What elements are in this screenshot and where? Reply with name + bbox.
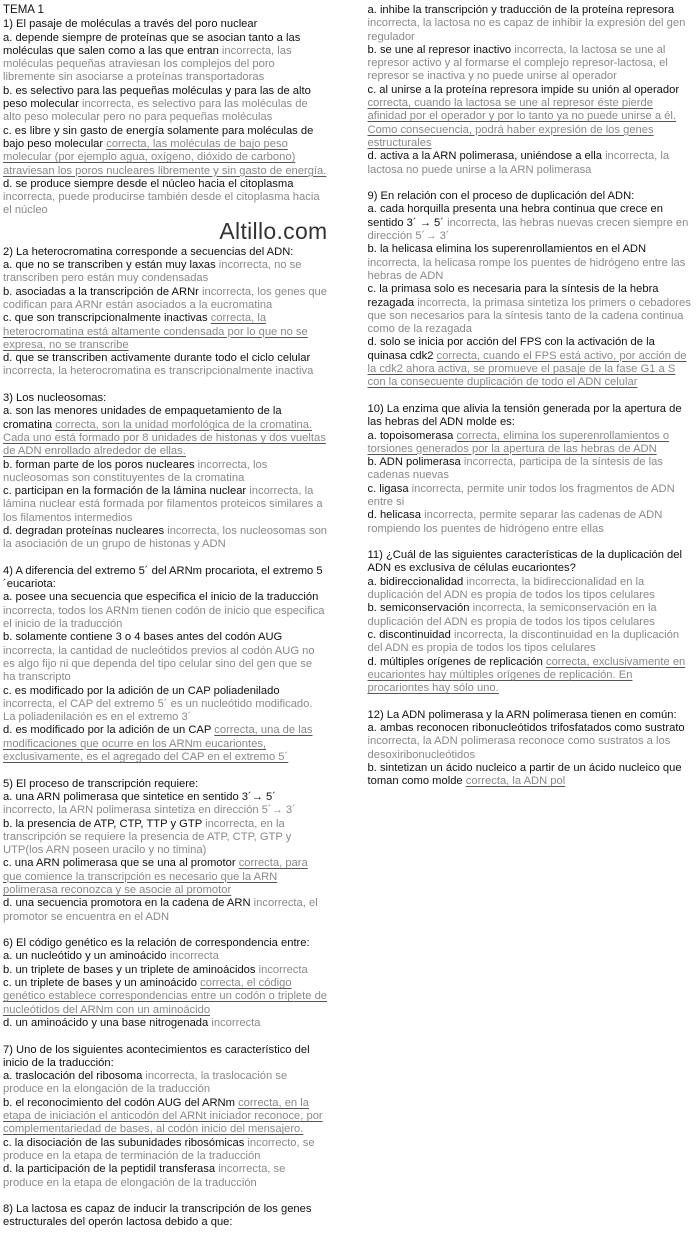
question-3	[3, 392, 328, 552]
question-list	[3, 4, 692, 1230]
answer-option	[3, 897, 328, 924]
option-text: b. sintetizan un ácido nucleico a partir de un ácido nucleico que toman como molde	[367, 761, 682, 788]
option-text: d. que se transcriben activamente durante todo el ciclo celular	[3, 352, 311, 365]
correct-explanation: correcta, son la unidad morfológica de la cromatina. Cada uno está formado por 8 unidades de histonas y dos vueltas de ADN enrollado alrededor de ellas.	[3, 418, 326, 458]
option-text: d. helicasa	[367, 509, 421, 522]
option-text: c. la disociación de las subunidades ribosómicas	[3, 1136, 245, 1149]
answer-option	[3, 964, 328, 977]
answer-option	[3, 125, 328, 178]
incorrect-explanation: incorrecta	[211, 1016, 261, 1029]
answer-option	[3, 791, 328, 818]
correct-explanation: correcta, cuando el FPS está activo, por acción de la cdk2 ahora activa, se promueve el pasaje de la fase G1 a S con la consecuente duplicación de todo el ADN celular	[367, 349, 687, 389]
correct-explanation: correcta, una de las modificaciones que ocurre en los ARNm eucariontes, exclusivamente, es el agregado del CAP en el extremo 5´	[3, 724, 313, 764]
question-6	[3, 937, 328, 1030]
option-text: b. la helicasa elimina los superenrollamientos en el ADN	[367, 243, 647, 256]
answer-option	[368, 283, 693, 336]
answer-option	[368, 336, 693, 389]
option-text: c. un triplete de bases y un aminoácido	[3, 977, 198, 990]
answer-option	[3, 950, 328, 963]
option-text: c. la primasa solo es necesaria para la síntesis de la hebra rezagada	[367, 283, 659, 309]
answer-option	[368, 762, 693, 789]
question-stem: 10) La enzima que alivia la tensión generada por la apertura de las hebras del ADN molde es:	[367, 402, 682, 429]
document-title: TEMA 1	[3, 4, 44, 16]
answer-option	[3, 685, 328, 725]
option-text: b. un triplete de bases y un triplete de aminoácidos	[3, 963, 256, 976]
answer-option	[3, 1097, 328, 1137]
incorrect-explanation: incorrecta, los genes que codifican para ARNr están asociados a la eucromatina	[3, 285, 328, 311]
incorrect-explanation: incorrecta, la discontinuidad en la duplicación del ADN es propia de todos los tipos celulares	[367, 628, 680, 655]
option-text: a. son las menores unidades de empaquetamiento de la cromatina	[3, 405, 282, 431]
option-text: d. degradan proteínas nucleares	[3, 524, 165, 537]
incorrect-explanation: incorrecta, no se transcriben pero están muy condensadas	[3, 259, 302, 285]
option-text: a. depende siempre de proteínas que se asocian tanto a las moléculas que salen como a las que entran	[3, 31, 301, 57]
option-text: a. traslocación del ribosoma	[3, 1070, 143, 1083]
answer-option	[3, 312, 328, 352]
answer-option	[3, 1017, 328, 1030]
question-stem: 1) El pasaje de moléculas a través del poro nuclear	[3, 18, 258, 31]
question-5	[3, 778, 328, 924]
option-text: b. es selectivo para las pequeñas moléculas y para las de alto peso molecular	[3, 84, 311, 111]
incorrect-explanation: incorrecta, todos los ARNm tienen codón de inicio que especifica el inicio de la traducción	[3, 604, 325, 631]
correct-explanation: correcta, exclusivamente en eucariontes hay múltiples orígenes de replicación. En procariontes hay sólo uno.	[367, 655, 686, 695]
correct-explanation: correcta, en la etapa de iniciación el anticodón del ARNt iniciador reconoce, por complementariedad de bases, al codón inicio del mensajero.	[3, 1096, 323, 1136]
incorrect-explanation: incorrecta, las hebras nuevas crecen siempre en dirección 5´→ 3´	[367, 216, 689, 243]
option-text: b. se une al represor inactivo	[367, 43, 512, 56]
option-text: c. al unirse a la proteína represora impide su unión al operador	[367, 83, 680, 96]
incorrect-explanation: incorrecta, es selectivo para las moléculas de alto peso molecular pero no para pequeñas moléculas	[3, 98, 308, 124]
incorrect-explanation: incorrecta, la bidireccionalidad en la duplicación del ADN es propia de todos los tipos celulares	[367, 575, 655, 602]
incorrect-explanation: incorrecta, puede producirse también desde el citoplasma hacia el núcleo	[3, 191, 320, 217]
answer-option	[368, 4, 693, 44]
correct-explanation: correcta, elimina los superenrollamientos o torsiones generados por la apertura de las hebras de ADN	[367, 429, 670, 455]
option-text: c. es libre y sin gasto de energía solamente para moléculas de bajo peso molecular	[3, 124, 314, 150]
option-text: b. el reconocimiento del codón AUG del ARNm	[3, 1096, 235, 1109]
answer-option	[368, 150, 693, 177]
incorrect-explanation: incorrecta, los nucleosomas son la asociación de un grupo de histonas y ADN	[3, 524, 328, 551]
question-10	[368, 403, 693, 536]
incorrect-explanation: incorrecta, la heterocromatina es transcripcionalmente inactiva	[3, 365, 314, 378]
answer-option	[3, 178, 328, 218]
answer-option	[3, 32, 328, 85]
question-stem: 4) A diferencia del extremo 5´ del ARNm procariota, el extremo 5´eucariota:	[3, 564, 323, 591]
answer-option	[3, 1163, 328, 1190]
option-text: d. una secuencia promotora en la cadena de ARN	[3, 897, 251, 910]
answer-option	[3, 818, 328, 858]
incorrect-explanation: incorrecta, se produce en la etapa de elongación de la traducción	[3, 1163, 286, 1189]
incorrect-explanation: incorrecta, la lactosa no es capaz de inhibir la expresión del gen regulador	[367, 17, 686, 43]
incorrect-explanation: incorrecta, permite separar las cadenas de ADN rompiendo los puentes de hidrógeno entre ellas	[367, 509, 663, 535]
correct-explanation: correcta, la ADN pol	[465, 775, 566, 788]
answer-option	[368, 629, 693, 656]
incorrect-explanation: incorrecta	[258, 963, 308, 976]
answer-option	[3, 857, 328, 897]
option-text: d. solo se inicia por acción del FPS con la activación de la quinasa cdk2	[367, 336, 655, 362]
answer-option	[3, 85, 328, 125]
incorrect-explanation: incorrecta, los nucleosomas son constituyentes de la cromatina	[3, 458, 268, 484]
answer-option	[3, 977, 328, 1017]
incorrect-explanation: incorrecta, la lactosa no puede unirse a la ARN polimerasa	[367, 150, 670, 176]
option-text: a. bidireccionalidad	[367, 575, 464, 588]
option-text: c. que son transcripcionalmente inactivas	[3, 312, 208, 325]
answer-option	[3, 405, 328, 458]
correct-explanation: correcta, la heterocromatina está altamente condensada por lo que no se expresa, no se transcribe	[3, 312, 308, 351]
incorrect-explanation: incorrecta, la traslocación se produce en la elongación de la traducción	[3, 1070, 288, 1096]
incorrect-explanation: incorrecto, la ARN polimerasa sintetiza en dirección 5´→ 3´	[3, 804, 296, 817]
incorrect-explanation: incorrecta, la primasa sintetiza los primers o cebadores que son necesarios para la síntesis tanto de la cadena continua como de la rezagada	[367, 296, 691, 336]
option-text: c. ligasa	[367, 482, 409, 495]
answer-option	[368, 509, 693, 536]
correct-explanation: correcta, para que comience la transcripción es necesario que la ARN polimerasa reconozca y se asocie al promotor	[3, 857, 308, 896]
answer-option	[3, 459, 328, 486]
answer-option	[368, 84, 693, 150]
incorrect-explanation: incorrecto, se produce en la etapa de terminación de la traducción	[3, 1136, 315, 1162]
answer-option	[3, 352, 328, 379]
option-text: d. un aminoácido y una base nitrogenada	[3, 1016, 209, 1029]
answer-option	[3, 1070, 328, 1097]
exam-document	[3, 4, 692, 1230]
option-text: a. que no se transcriben y están muy laxas	[3, 259, 216, 272]
option-text: d. activa a la ARN polimerasa, uniéndose a ella	[367, 150, 602, 163]
question-stem: 6) El código genético es la relación de correspondencia entre:	[3, 937, 310, 950]
answer-option	[368, 656, 693, 696]
question-2	[3, 246, 328, 379]
question-4	[3, 565, 328, 764]
question-stem: 9) En relación con el proceso de duplicación del ADN:	[367, 190, 635, 203]
incorrect-explanation: incorrecta, el promotor se encuentra en el ADN	[3, 897, 318, 923]
answer-option	[3, 485, 328, 525]
answer-option	[368, 602, 693, 629]
option-text: c. participan en la formación de la lámina nuclear	[3, 485, 247, 498]
option-text: a. ambas reconocen ribonucleótidos trifosfatados como sustrato	[367, 722, 685, 735]
correct-explanation: correcta, el código genético establece correspondencias entre un codón o triplete de nucleótidos del ARNm con un aminoácido	[3, 977, 328, 1016]
question-7	[3, 1044, 328, 1190]
option-text: a. cada horquilla presenta una hebra continua que crece en sentido 3´ → 5´	[367, 203, 663, 229]
question-stem: 8) La lactosa es capaz de inducir la transcripción de los genes estructurales del operón lactosa debido a que:	[3, 1203, 312, 1229]
question-stem: 2) La heterocromatina corresponde a secuencias del ADN:	[3, 245, 294, 258]
option-text: d. la participación de la peptidil transferasa	[3, 1163, 216, 1176]
incorrect-explanation: incorrecta	[169, 950, 219, 963]
incorrect-explanation: incorrecta, la semiconservación en la duplicación del ADN es propia de todos los tipos celulares	[367, 602, 657, 628]
option-text: c. discontinuidad	[367, 628, 451, 641]
option-text: c. es modificado por la adición de un CAP poliadenilado	[3, 684, 280, 697]
incorrect-explanation: incorrecta, la cantidad de nucleótidos previos al codón AUG no es algo fijo ni que dependa del tipo celular sino del gen que se ha transcripto	[3, 644, 315, 684]
incorrect-explanation: incorrecta, el CAP del extremo 5´ es un nucleótido modificado. La poliadenilación es en el extremo 3´	[3, 697, 313, 724]
incorrect-explanation: incorrecta, la ADN polimerasa reconoce como sustratos a los desoxiribonucleótidos	[367, 735, 671, 761]
option-text: a. una ARN polimerasa que sintetice en sentido 3´→ 5´	[3, 790, 277, 803]
question-stem: 12) La ADN polimerasa y la ARN polimerasa tienen en común:	[367, 708, 677, 721]
option-text: b. solamente contiene 3 o 4 bases antes del codón AUG	[3, 631, 283, 644]
answer-option	[368, 722, 693, 762]
incorrect-explanation: incorrecta, la lactosa se une al represor activo y al formarse el complejo represor-lactosa, el represor se inactiva y no puede unirse al operador	[367, 43, 668, 83]
option-text: a. un nucleótido y un aminoácido	[3, 950, 167, 963]
correct-explanation: correcta, cuando la lactosa se une al represor éste pierde afinidad por el operador y por lo tanto ya no puede unirse a él. Como consecuencia, podrá haber expresión de los genes estructurales	[367, 97, 676, 149]
option-text: b. semiconservación	[367, 602, 470, 615]
option-text: d. se produce siempre desde el núcleo hacia el citoplasma	[3, 177, 294, 190]
question-stem: 7) Uno de los siguientes acontecimientos es característico del inicio de la traducción:	[3, 1043, 310, 1069]
answer-option	[3, 724, 328, 764]
option-text: b. asociadas a la transcripción de ARNr	[3, 285, 199, 298]
option-text: d. múltiples orígenes de replicación	[367, 655, 543, 668]
question-stem: 3) Los nucleosomas:	[3, 392, 107, 405]
answer-option	[3, 631, 328, 684]
incorrect-explanation: incorrecta, permite unir todos los fragmentos de ADN entre si	[367, 482, 675, 508]
answer-option	[3, 259, 328, 286]
answer-option	[368, 430, 693, 457]
question-stem: 11) ¿Cuál de las siguientes características de la duplicación del ADN es exclusiva de células eucariontes?	[367, 549, 682, 575]
question-12	[368, 709, 693, 789]
option-text: d. es modificado por la adición de un CAP	[3, 724, 212, 737]
incorrect-explanation: incorrecta, las moléculas pequeñas atraviesan los complejos del poro libremente sin asociarse a proteínas transportadoras	[3, 44, 292, 84]
incorrect-explanation: incorrecta, la lámina nuclear está formada por filamentos proteicos similares a los filamentos intermedios	[3, 485, 323, 524]
answer-option	[368, 483, 693, 510]
answer-option	[3, 286, 328, 313]
question-9	[368, 190, 693, 389]
answer-option	[3, 591, 328, 631]
incorrect-explanation: incorrecta, la helicasa rompe los puentes de hidrógeno entre las hebras de ADN	[367, 256, 686, 282]
option-text: a. topoisomerasa	[367, 429, 454, 442]
question-stem: 5) El proceso de transcripción requiere:	[3, 777, 199, 790]
answer-option	[3, 1137, 328, 1164]
answer-option	[368, 44, 693, 84]
option-text: a. posee una secuencia que especifica el inicio de la traducción	[3, 591, 319, 604]
watermark-logo: Altillo.com	[219, 217, 328, 244]
option-text: b. ADN polimerasa	[367, 456, 461, 469]
option-text: c. una ARN polimerasa que se una al promotor	[3, 857, 236, 870]
correct-explanation: correcta, las moléculas de bajo peso molecular (por ejemplo agua, oxígeno, dióxido de carbono) atraviesan los poros nucleares libremente y sin gasto de energía.	[3, 137, 327, 177]
question-11	[368, 549, 693, 695]
answer-option	[368, 456, 693, 483]
answer-option	[368, 576, 693, 603]
option-text: a. inhibe la transcripción y traducción de la proteína represora	[367, 4, 675, 16]
question-1	[3, 18, 328, 217]
incorrect-explanation: incorrecta, participa de la síntesis de las cadenas nuevas	[367, 456, 663, 482]
answer-option	[3, 525, 328, 552]
incorrect-explanation: incorrecta, en la transcripción se requiere la presencia de ATP, CTP, GTP y UTP(los ARN poseen uracilo y no timina)	[3, 817, 292, 857]
answer-option	[368, 203, 693, 243]
option-text: b. forman parte de los poros nucleares	[3, 458, 195, 471]
answer-option	[368, 243, 693, 283]
option-text: b. la presencia de ATP, CTP, TTP y GTP	[3, 817, 202, 830]
